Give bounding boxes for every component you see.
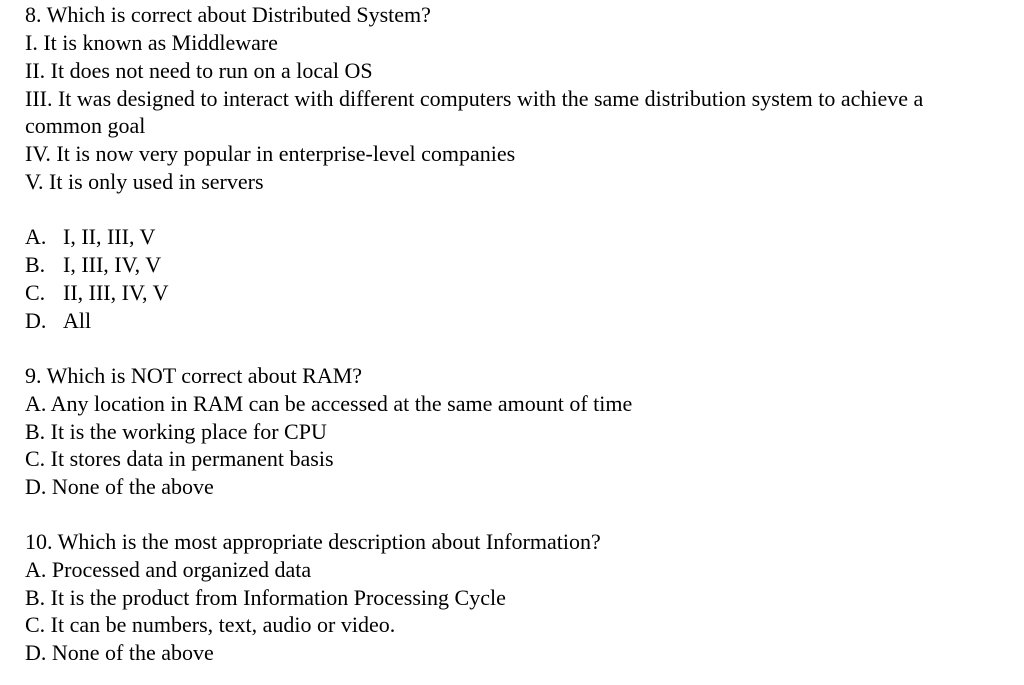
q8-option-c-letter: C.	[25, 280, 46, 305]
q9-option-b: B. It is the working place for CPU	[25, 419, 327, 444]
q8-option-b-letter: B.	[25, 252, 46, 277]
q8-statement-3-cont: common goal	[25, 113, 146, 138]
q8-statement-1: I. It is known as Middleware	[25, 30, 278, 55]
question-10-number: 10.	[25, 529, 53, 554]
q9-option-d: D. None of the above	[25, 474, 214, 499]
q8-statement-5: V. It is only used in servers	[25, 169, 264, 194]
q8-statement-2: II. It does not need to run on a local OS	[25, 58, 373, 83]
q8-option-b	[25, 251, 161, 278]
q8-option-a-letter: A.	[25, 224, 47, 249]
q8-option-d	[25, 307, 91, 334]
question-9-stem	[25, 362, 362, 389]
q8-statement-4: IV. It is now very popular in enterprise-level companies	[25, 141, 516, 166]
question-10-stem	[25, 528, 601, 555]
q8-option-a	[25, 223, 155, 250]
q10-option-c: C. It can be numbers, text, audio or video.	[25, 612, 396, 637]
q10-option-b: B. It is the product from Information Processing Cycle	[25, 585, 506, 610]
q10-option-a: A. Processed and organized data	[25, 557, 312, 582]
q8-option-d-letter: D.	[25, 308, 47, 333]
q9-option-c: C. It stores data in permanent basis	[25, 446, 334, 471]
question-8-text: Which is correct about Distributed System?	[46, 2, 431, 27]
question-8-stem	[25, 1, 431, 28]
question-9-number: 9.	[25, 363, 42, 388]
q8-option-d-text: All	[63, 308, 92, 333]
q8-option-a-text: I, II, III, V	[63, 224, 156, 249]
q9-option-a: A. Any location in RAM can be accessed at the same amount of time	[25, 391, 633, 416]
question-9-text: Which is NOT correct about RAM?	[46, 363, 363, 388]
question-10-text: Which is the most appropriate description about Information?	[57, 529, 601, 554]
q8-option-c	[25, 279, 169, 306]
q8-option-b-text: I, III, IV, V	[63, 252, 162, 277]
q10-option-d: D. None of the above	[25, 640, 214, 665]
q8-statement-3: III. It was designed to interact with different computers with the same distribution system to achieve a	[25, 86, 924, 111]
question-8-number: 8.	[25, 2, 42, 27]
q8-option-c-text: II, III, IV, V	[63, 280, 169, 305]
